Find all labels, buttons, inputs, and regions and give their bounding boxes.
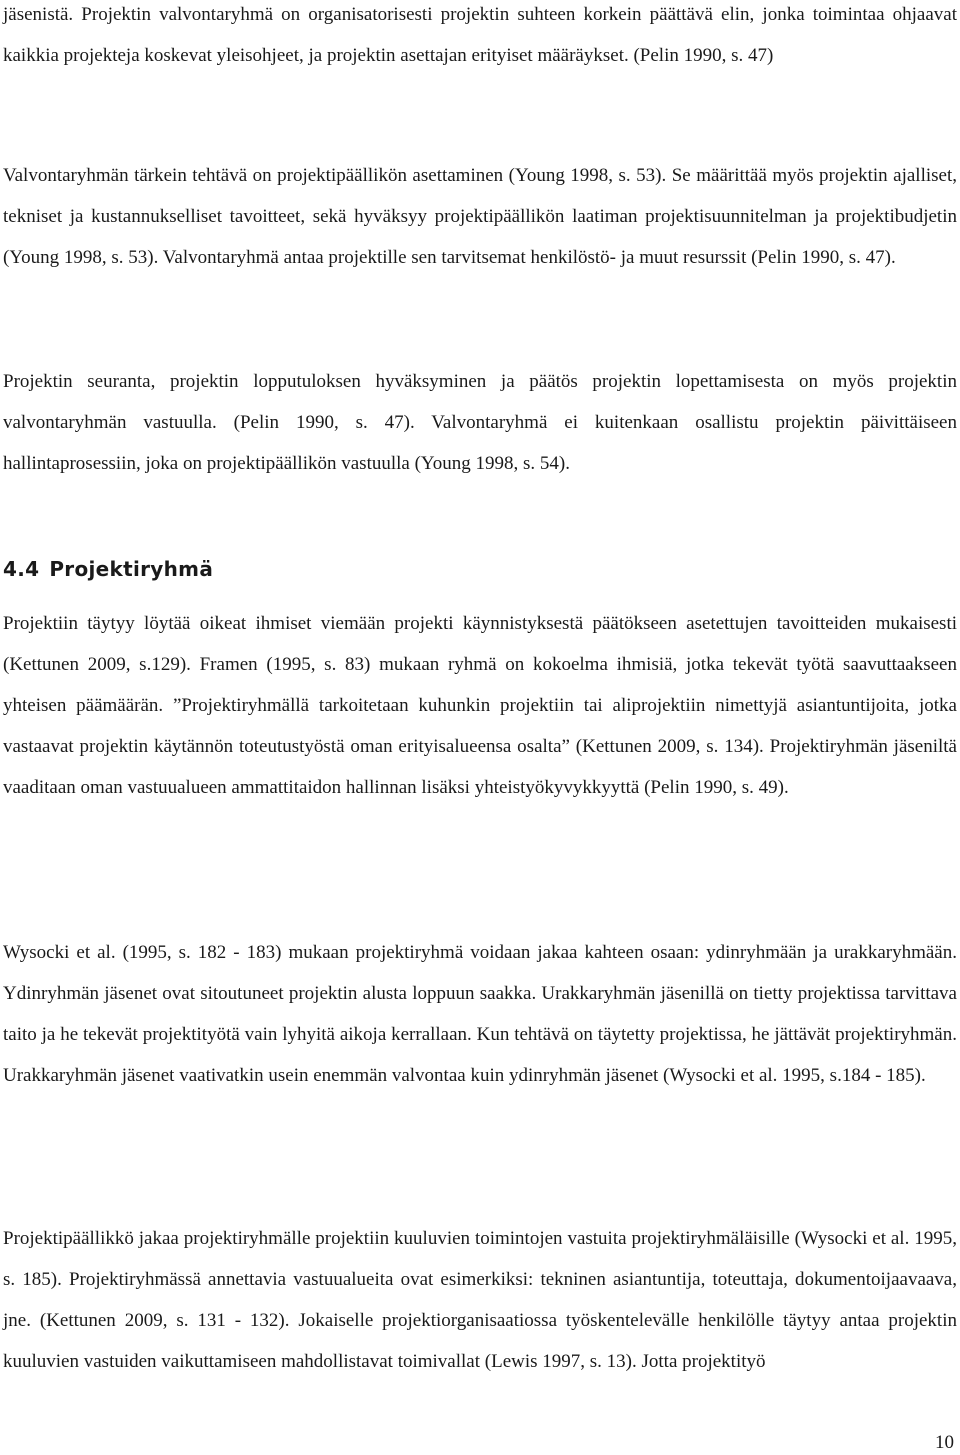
page-number: 10 [935,1432,954,1453]
paragraph-team-responsibilities: Projektipäällikkö jakaa projektiryhmälle projektiin kuuluvien toimintojen vastuita projektiryhmäläisille (Wysocki et al. 1995, s. 185). Projektiryhmässä annettavia vastuualueita ovat esimerkiksi: tekninen asiantuntija, toteuttaja, dokumentoijaavaava, jne. (Kettunen 2009, s. 131 - 132). Jokaiselle projektiorganisaatiossa työskentelevälle henkilölle täytyy antaa projektin kuuluvien vastuiden vaikuttamiseen mahdollistavat toimivallat (Lewis 1997, s. 13). Jotta projektityö [3,1228,957,1372]
section-title: Projektiryhmä [49,557,214,581]
section-number: 4.4 [3,557,40,581]
paragraph-steering-group-tasks: Valvontaryhmän tärkein tehtävä on projektipäällikön asettaminen (Young 1998, s. 53). Se määrittää myös projektin ajalliset, tekniset ja kustannukselliset tavoitteet, sekä hyväksyy projektipäällikön laatiman projektisuunnitelman ja projektibudjetin (Young 1998, s. 53). Valvontaryhmä antaa projektille sen tarvitsemat henkilöstö- ja muut resurssit (Pelin 1990, s. 47). [3,165,957,268]
section-heading [3,551,213,587]
paragraph-steering-group-authority: jäsenistä. Projektin valvontaryhmä on organisatorisesti projektin suhteen korkein päättävä elin, jonka toimintaa ohjaavat kaikkia projekteja koskevat yleisohjeet, ja projektin asettajan erityiset määräykset. (Pelin 1990, s. 47) [3,4,957,66]
paragraph-steering-group-monitoring: Projektin seuranta, projektin lopputuloksen hyväksyminen ja päätös projektin lopettamisesta on myös projektin valvontaryhmän vastuulla. (Pelin 1990, s. 47). Valvontaryhmä ei kuitenkaan osallistu projektin päivittäiseen hallintaprosessiin, joka on projektipäällikön vastuulla (Young 1998, s. 54). [3,371,957,474]
paragraph-core-and-contract-team: Wysocki et al. (1995, s. 182 - 183) mukaan projektiryhmä voidaan jakaa kahteen osaan: ydinryhmään ja urakkaryhmään. Ydinryhmän jäsenet ovat sitoutuneet projektin alusta loppuun saakka. Urakkaryhmän jäsenillä on tietty projektissa tarvittava taito ja he tekevät projektityötä vain lyhyitä aikoja kerrallaan. Kun tehtävä on täytetty projektissa, he jättävät projektiryhmän. Urakkaryhmän jäsenet vaativatkin usein enemmän valvontaa kuin ydinryhmän jäsenet (Wysocki et al. 1995, s.184 - 185). [3,942,957,1086]
paragraph-project-team-definition: Projektiin täytyy löytää oikeat ihmiset viemään projekti käynnistyksestä päätökseen asetettujen tavoitteiden mukaisesti (Kettunen 2009, s.129). Framen (1995, s. 83) mukaan ryhmä on kokoelma ihmisiä, jotka tekevät työtä saavuttaakseen yhteisen päämäärän. ”Projektiryhmällä tarkoitetaan kuhunkin projektiin tai aliprojektiin nimettyjä asiantuntijoita, jotka vastaavat projektin käytännön toteutustyöstä oman erityisalueensa osalta” (Kettunen 2009, s. 134). Projektiryhmän jäseniltä vaaditaan oman vastuualueen ammattitaidon hallinnan lisäksi yhteistyökyvykkyyttä (Pelin 1990, s. 49). [3,613,957,798]
